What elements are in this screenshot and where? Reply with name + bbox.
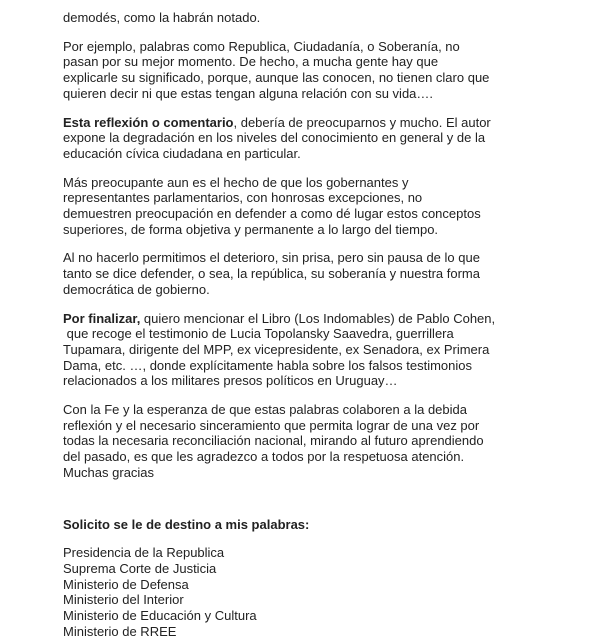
text-segment: Tupamara, dirigente del MPP, ex vicepresidente, ex Senadora, ex Primera	[63, 341, 490, 357]
text-segment: Muchas gracias	[63, 464, 155, 480]
bold-text-segment: Esta reflexión o comentario	[63, 114, 234, 130]
text-segment: quiero mencionar el Libro (Los Indomables) de Pablo Cohen,	[140, 310, 496, 326]
text-segment: superiores, de forma objetiva y permanente a lo largo del tiempo.	[63, 221, 439, 237]
text-segment: demuestren preocupación en defender a como dé lugar estos conceptos	[63, 206, 481, 222]
text-segment: Más preocupante aun es el hecho de que los gobernantes y	[63, 174, 409, 190]
text-segment: Ministerio de Defensa	[63, 576, 189, 592]
paragraph-con-la-fe	[63, 402, 562, 481]
heading-solicito-destino	[63, 517, 562, 533]
text-segment: que recoge el testimonio de Lucia Topolansky Saavedra, guerrillera	[63, 326, 454, 342]
paragraph-por-ejemplo	[63, 39, 562, 102]
text-segment: Ministerio de RREE	[63, 623, 177, 639]
text-segment: democrática de gobierno.	[63, 281, 210, 297]
text-segment: quieren decir ni que estas tengan alguna relación con su vida….	[63, 85, 434, 101]
text-segment: tanto se dice defender, o sea, la república, su soberanía y nuestra forma	[63, 266, 480, 282]
paragraph-al-no-hacerlo	[63, 250, 562, 297]
text-segment: demodés, como la habrán notado.	[63, 10, 261, 25]
text-segment: Ministerio del Interior	[63, 592, 184, 608]
text-segment: Por ejemplo, palabras como Republica, Ciudadanía, o Soberanía, no	[63, 38, 460, 54]
text-segment: Al no hacerlo permitimos el deterioro, sin prisa, pero sin pausa de lo que	[63, 250, 480, 266]
text-segment: reflexión y el necesario sinceramiento que permita lograr de una vez por	[63, 417, 480, 433]
text-segment: Con la Fe y la esperanza de que estas palabras colaboren a la debida	[63, 402, 467, 418]
text-segment: todas la necesaria reconciliación nacional, mirando al futuro aprendiendo	[63, 433, 484, 449]
text-segment: expone la degradación en los niveles del conocimiento en general y de la	[63, 130, 486, 146]
text-segment: del pasado, es que les agradezco a todos por la respetuosa atención.	[63, 449, 465, 465]
text-segment: Presidencia de la Republica	[63, 545, 225, 561]
text-segment: pasan por su mejor momento. De hecho, a mucha gente hay que	[63, 54, 439, 70]
list-destinatarios	[63, 545, 562, 639]
text-segment: Dama, etc. …, donde explícitamente habla sobre los falsos testimonios	[63, 357, 472, 373]
paragraph-esta-reflexion	[63, 115, 562, 162]
text-segment: explicarle su significado, porque, aunque las conocen, no tienen claro que	[63, 70, 490, 86]
paragraph-demodes	[63, 10, 562, 26]
paragraph-mas-preocupante	[63, 175, 562, 238]
text-segment: representantes parlamentarios, con honrosas excepciones, no	[63, 190, 423, 206]
text-segment: , debería de preocuparnos y mucho. El autor	[233, 114, 491, 130]
text-segment: relacionados a los militares presos políticos en Uruguay…	[63, 373, 398, 389]
text-segment: educación cívica ciudadana en particular.	[63, 145, 301, 161]
text-segment: Ministerio de Educación y Cultura	[63, 608, 257, 624]
text-segment: Suprema Corte de Justicia	[63, 560, 217, 576]
paragraph-por-finalizar	[63, 311, 562, 390]
bold-text-segment: Por finalizar,	[63, 310, 141, 326]
bold-text-segment: Solicito se le de destino a mis palabras:	[63, 516, 310, 532]
